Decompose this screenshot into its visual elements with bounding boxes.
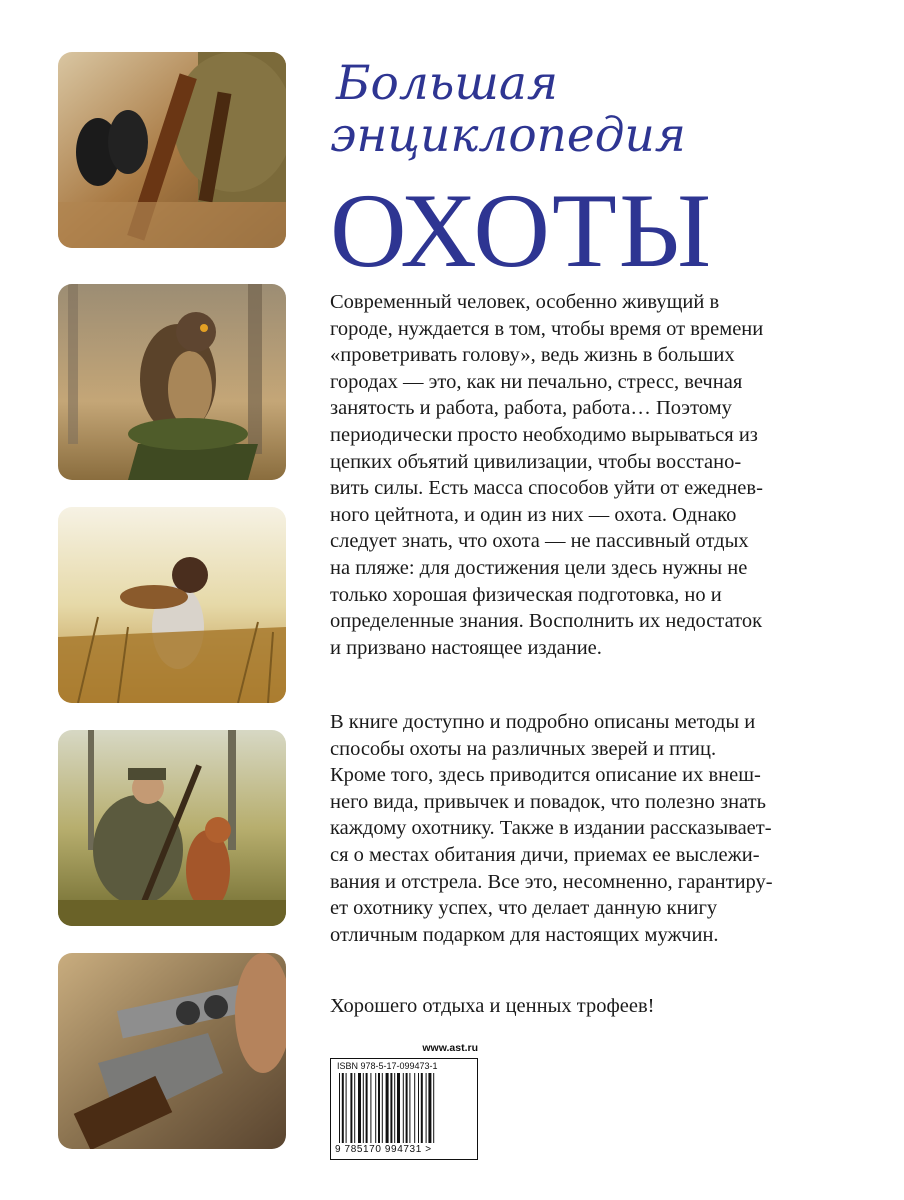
title-script-line2: энциклопедия (330, 108, 686, 163)
text-line: и призвано настоящее издание. (330, 636, 602, 659)
photo-shotgun-breech (58, 953, 286, 1149)
text-line: вить силы. Есть масса способов уйти от ежеднев- (330, 477, 763, 500)
text-line: городах — это, как ни печально, стресс, вечная (330, 370, 743, 393)
text-line: отличным подарком для настоящих мужчин. (330, 923, 719, 946)
paragraph-intro (330, 289, 850, 661)
barcode-digits: 9 785170 994731 > (335, 1144, 432, 1155)
text-line: ного цейтнота, и один из них — охота. Однако (330, 503, 737, 526)
text-line: него вида, привычек и повадок, что полезно знать (330, 790, 766, 813)
text-line: на пляже: для достижения цели здесь нужны не (330, 556, 748, 579)
text-line: каждому охотнику. Также в издании рассказывает- (330, 817, 772, 840)
text-line: В книге доступно и подробно описаны методы и (330, 711, 756, 733)
photo-binoculars-rifle (58, 52, 286, 248)
text-line: следует знать, что охота — не пассивный отдых (330, 530, 749, 553)
barcode (330, 1058, 478, 1160)
text-line: Хорошего отдыха и ценных трофеев! (330, 995, 655, 1017)
text-line: Современный человек, особенно живущий в (330, 291, 720, 313)
isbn-text: ISBN 978-5-17-099473-1 (337, 1061, 438, 1071)
text-line: Кроме того, здесь приводится описание их внеш- (330, 764, 761, 787)
publisher-url: www.ast.ru (422, 1042, 478, 1054)
text-line: ся о местах обитания дичи, приемах ее выслежи- (330, 843, 760, 866)
text-line: занятость и работа, работа, работа… Поэтому (330, 397, 732, 420)
photo-eagle-owl (58, 284, 286, 480)
text-line: городе, нуждается в том, чтобы время от времени (330, 317, 764, 340)
text-line: только хорошая физическая подготовка, но и (330, 583, 722, 606)
barcode-bars (339, 1073, 469, 1143)
title-script-line1: Большая (336, 56, 559, 111)
text-line: «проветривать голову», ведь жизнь в больших (330, 344, 735, 367)
text-line: цепких объятий цивилизации, чтобы восстано- (330, 450, 742, 473)
photo-hunter-with-dog (58, 730, 286, 926)
paragraph-book-contents (330, 709, 850, 948)
text-line: вания и отстрела. Все это, несомненно, гарантиру- (330, 870, 773, 893)
paragraph-closing (330, 993, 850, 1020)
text-line: периодически просто необходимо вырываться из (330, 423, 758, 446)
text-line: ет охотнику успех, что делает данную книгу (330, 897, 718, 920)
text-line: способы охоты на различных зверей и птиц. (330, 737, 717, 760)
photo-dog-retrieving-bird (58, 507, 286, 703)
text-line: определенные знания. Восполнить их недостаток (330, 610, 763, 633)
title-main: ОХОТЫ (330, 172, 714, 289)
